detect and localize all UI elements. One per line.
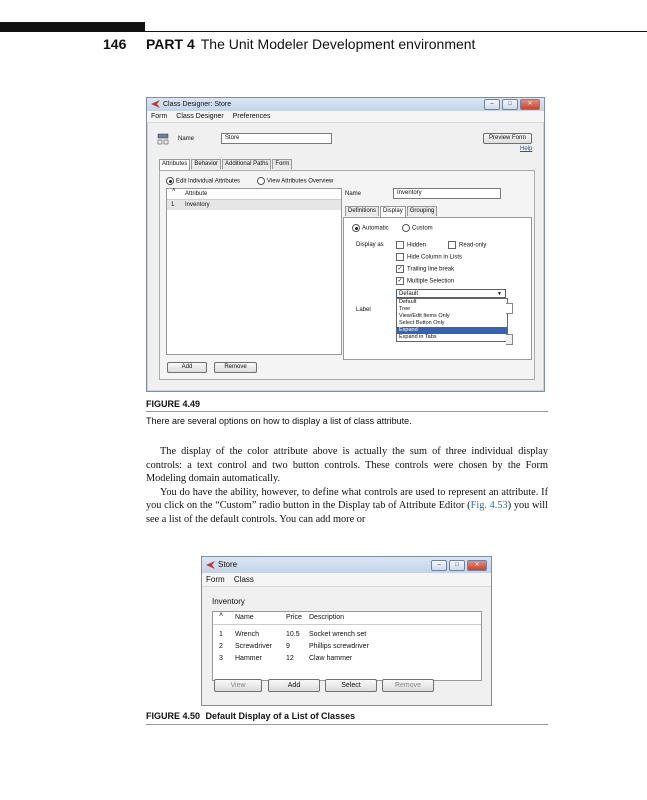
dropdown-option[interactable]: Expand in Tabs: [399, 334, 437, 340]
app-logo-icon: [206, 561, 215, 569]
store-menu-bar: [202, 573, 491, 587]
radio-automatic-label: Automatic: [362, 225, 389, 232]
grid-header-attribute[interactable]: Attribute: [185, 191, 208, 197]
select-button[interactable]: Select: [325, 679, 377, 692]
tab-definitions[interactable]: Definitions: [345, 206, 379, 216]
part-label: PART 4: [146, 36, 195, 52]
row-price: 9: [286, 643, 290, 650]
dropdown-option[interactable]: Tree: [399, 306, 411, 312]
grid-header: [213, 612, 481, 625]
row-description: Claw hammer: [309, 655, 353, 662]
table-row[interactable]: [213, 641, 481, 653]
class-designer-window: [146, 97, 545, 392]
dropdown-option-selected[interactable]: Expand: [397, 327, 507, 334]
window-titlebar: [147, 98, 544, 111]
hidden-button-edge[interactable]: [506, 334, 513, 345]
window-title: Class Designer: Store: [163, 101, 232, 108]
sort-icon: ˄: [219, 612, 224, 619]
radio-overview-label: View Attributes Overview: [267, 178, 334, 185]
row-name: Hammer: [235, 655, 262, 662]
radio-overview-icon: [257, 177, 265, 185]
remove-button[interactable]: Remove: [214, 362, 257, 373]
class-name-input[interactable]: Store: [221, 133, 332, 144]
view-button[interactable]: View: [214, 679, 262, 692]
check-hidden[interactable]: [396, 241, 426, 250]
close-button[interactable]: ✕: [467, 560, 487, 571]
attr-sub-tabs: [345, 206, 437, 217]
menu-class[interactable]: Class: [233, 575, 254, 584]
minimize-button[interactable]: –: [484, 99, 500, 110]
header-bar: [0, 22, 145, 32]
menu-class-designer[interactable]: Class Designer: [176, 113, 224, 120]
menu-form[interactable]: Form: [206, 575, 225, 584]
check-multiple-box: ✓: [397, 278, 403, 284]
column-description[interactable]: Description: [309, 614, 345, 621]
row-index: 3: [219, 655, 223, 662]
check-readonly-label: Read-only: [459, 242, 487, 249]
row-description: Socket wrench set: [309, 631, 367, 638]
figure-4-50-text: Default Display of a List of Classes: [205, 711, 356, 721]
running-header: [146, 36, 475, 52]
main-tabs: [159, 159, 292, 170]
radio-automatic-icon: [352, 224, 360, 232]
display-as-label: Display as: [356, 242, 384, 248]
check-trailing-box: ✓: [397, 266, 403, 272]
tab-grouping[interactable]: Grouping: [407, 206, 438, 216]
label-label: Label: [356, 307, 371, 313]
caption-rule: [146, 411, 548, 412]
body-text: [146, 445, 548, 526]
check-readonly-box: [448, 241, 456, 249]
paragraph-end: ) you will see a list of the default controls. You can add more or: [146, 500, 549, 525]
name-label: Name: [178, 136, 195, 142]
row-index: 2: [219, 643, 223, 650]
row-name: Wrench: [235, 631, 259, 638]
row-index: 1: [171, 202, 175, 208]
inventory-grid: [212, 611, 482, 681]
minimize-button[interactable]: –: [431, 560, 447, 571]
check-hidden-label: Hidden: [407, 242, 427, 249]
check-hide-column[interactable]: [396, 253, 462, 262]
radio-edit-icon: [166, 177, 174, 185]
app-logo-icon: [151, 100, 160, 108]
figure-link[interactable]: Fig. 4.53: [470, 500, 508, 511]
dropdown-option[interactable]: Default: [399, 299, 417, 305]
radio-edit-individual[interactable]: [166, 177, 240, 186]
row-description: Phillips screwdriver: [309, 643, 369, 650]
dropdown-value: Default: [399, 291, 419, 297]
figure-4-50-label: FIGURE 4.50: [146, 711, 201, 721]
inventory-label: Inventory: [212, 597, 245, 606]
display-panel: [343, 217, 532, 360]
check-multiple[interactable]: [396, 277, 454, 286]
maximize-button[interactable]: □: [449, 560, 465, 571]
row-price: 12: [286, 655, 294, 662]
table-row[interactable]: [213, 653, 481, 665]
check-hidden-box: [396, 241, 404, 249]
close-button[interactable]: ✕: [520, 99, 540, 110]
figure-4-49-label: FIGURE 4.49: [146, 399, 201, 409]
caption-rule: [146, 724, 548, 725]
radio-custom-label: Custom: [412, 225, 433, 232]
radio-view-overview[interactable]: [257, 177, 333, 186]
maximize-button[interactable]: □: [502, 99, 518, 110]
radio-custom-icon: [402, 224, 410, 232]
page-number: 146: [103, 36, 127, 52]
figure-4-49-caption: There are several options on how to display a list of class attribute.: [146, 416, 412, 426]
class-icon: [157, 132, 171, 144]
figure-4-50-caption: [146, 711, 355, 721]
attr-name-input[interactable]: Inventory: [393, 188, 501, 199]
grid-header: [167, 189, 341, 200]
menu-bar: [147, 111, 544, 123]
check-trailing[interactable]: [396, 265, 454, 274]
attribute-grid: [166, 188, 342, 355]
header-rule: [145, 31, 647, 32]
label-input-edge[interactable]: [506, 303, 513, 314]
store-window: [201, 556, 492, 706]
dropdown-list: [396, 298, 508, 342]
paragraph-start: You do have the ability, however, to define what controls are used to represent an attribute. If you click on the “Custom” radio button in the Display tab of Attribute Editor (: [146, 486, 548, 511]
dropdown-option[interactable]: View/Edit Items Only: [399, 313, 450, 319]
add-button[interactable]: Add: [268, 679, 320, 692]
help-link[interactable]: Help: [520, 146, 533, 152]
add-button[interactable]: Add: [167, 362, 207, 373]
tab-additional-paths[interactable]: Additional Paths: [222, 159, 271, 169]
row-price: 10.5: [286, 631, 300, 638]
radio-edit-label: Edit Individual Attributes: [176, 178, 241, 185]
dropdown-option[interactable]: Select Button Only: [399, 320, 445, 326]
radio-automatic[interactable]: [352, 224, 389, 233]
store-titlebar: [202, 557, 491, 573]
column-price[interactable]: Price: [286, 614, 302, 621]
store-title: Store: [218, 560, 238, 569]
check-trailing-label: Trailing line break: [407, 266, 455, 273]
check-multiple-label: Multiple Selection: [407, 278, 455, 285]
check-hide-column-box: [396, 253, 404, 261]
column-name[interactable]: Name: [235, 614, 254, 621]
remove-button[interactable]: Remove: [382, 679, 434, 692]
part-title: The Unit Modeler Development environment: [200, 36, 476, 52]
paragraph: The display of the color attribute above is actually the sum of three individual display controls: a text control and two button controls. These controls were chosen by the Form Modeling domain automatically.: [146, 446, 548, 484]
tab-display[interactable]: Display: [380, 206, 406, 217]
table-row[interactable]: [213, 629, 481, 641]
preview-form-button[interactable]: Preview Form: [483, 133, 532, 144]
table-row[interactable]: [167, 200, 341, 210]
tab-form[interactable]: Form: [272, 159, 292, 169]
check-readonly[interactable]: [448, 241, 486, 250]
row-index: 1: [219, 631, 223, 638]
attr-name-label: Name: [345, 191, 362, 197]
row-name: Screwdriver: [235, 643, 272, 650]
display-dropdown[interactable]: [396, 289, 506, 298]
chevron-down-icon: ▼: [497, 291, 502, 297]
paragraph: [146, 486, 548, 527]
tab-attributes[interactable]: Attributes: [159, 159, 190, 170]
check-hide-column-label: Hide Column in Lists: [407, 254, 463, 261]
menu-form[interactable]: Form: [151, 113, 168, 120]
sort-icon: ˄: [172, 188, 176, 194]
row-attribute: Inventory: [185, 202, 210, 208]
menu-preferences[interactable]: Preferences: [232, 113, 271, 120]
tab-behavior[interactable]: Behavior: [191, 159, 221, 169]
radio-custom[interactable]: [402, 224, 433, 233]
